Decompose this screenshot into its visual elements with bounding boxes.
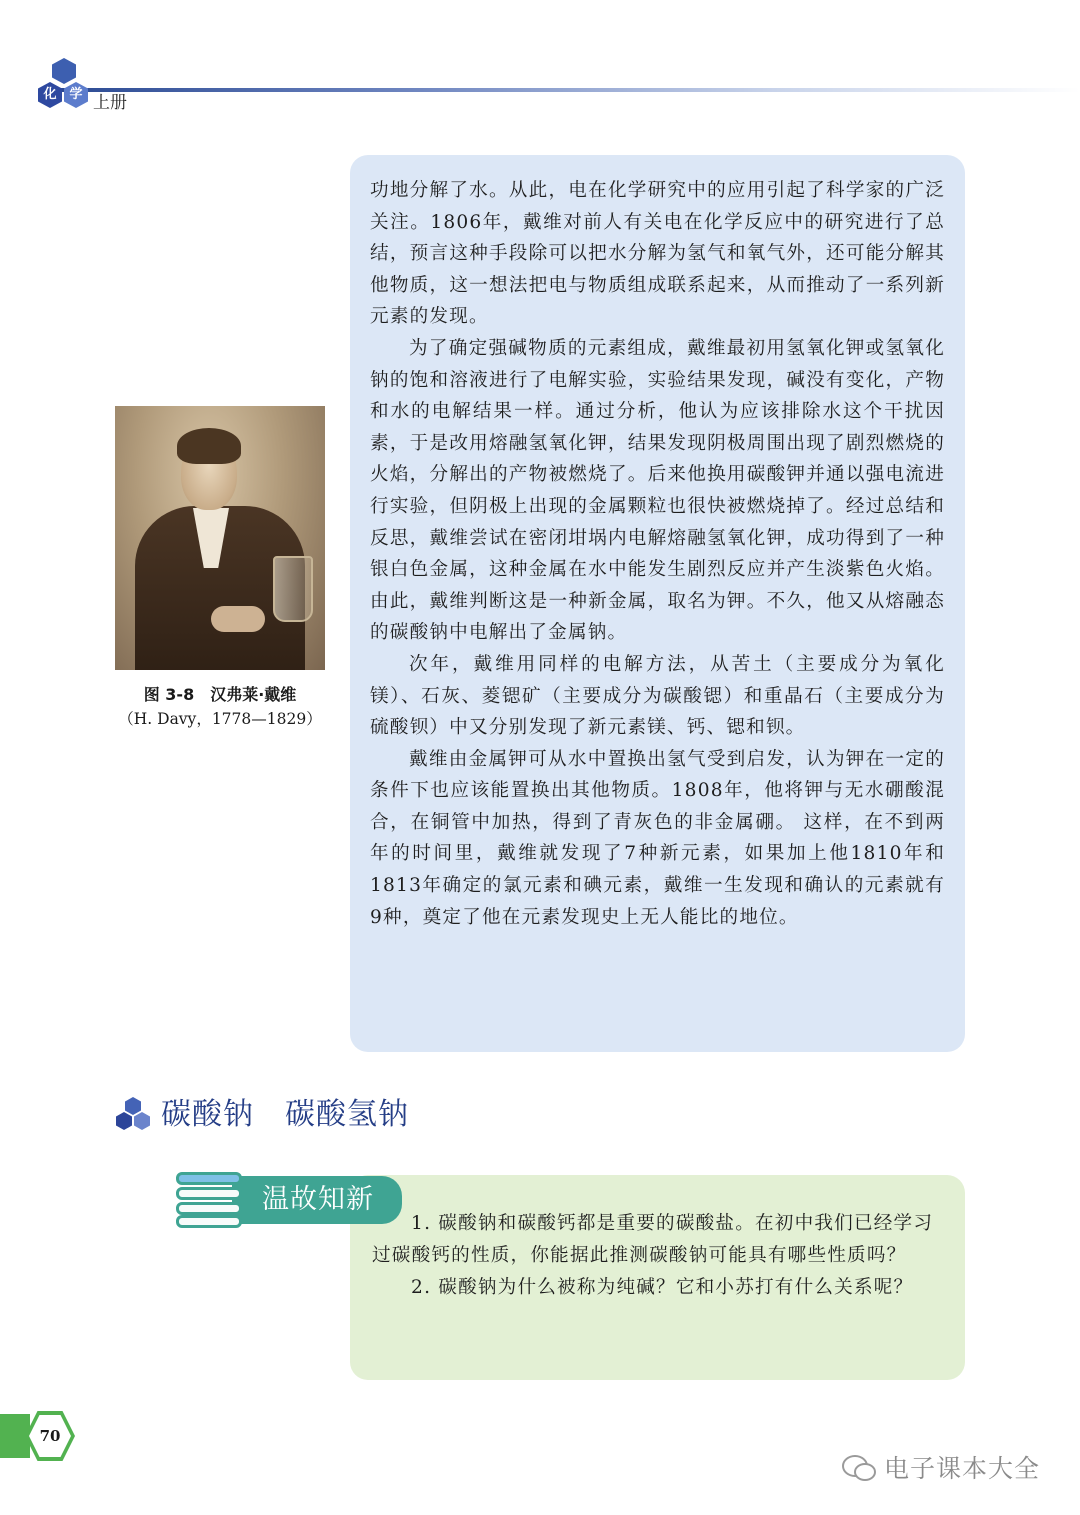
reading-paragraph: 次年，戴维用同样的电解方法，从苦土（主要成分为氧化镁）、石灰、菱锶矿（主要成分为碳酸锶）和重晶石（主要成分为硫酸钡）中又分别发现了新元素镁、钙、锶和钡。 xyxy=(370,653,945,739)
section-title: 碳酸钠 碳酸氢钠 xyxy=(161,1097,409,1132)
page-header xyxy=(0,52,1080,122)
figure-caption xyxy=(115,683,325,731)
review-tab xyxy=(172,1170,404,1230)
review-tab-label: 温故知新 xyxy=(262,1184,374,1215)
subject-char-2: 学 xyxy=(69,87,83,102)
reading-paragraph: 为了确定强碱物质的元素组成，戴维最初用氢氧化钾或氢氧化钠的饱和溶液进行了电解实验，实验结果发现，碱没有变化，产物和水的电解结果一样。通过分析，他认为应该排除水这个干扰因素，于是改用熔融氢氧化钾，结果发现阴极周围出现了剧烈燃烧的火焰，分解出的产物被燃烧了。后来他换用碳酸钾并通以强电流进行实验，但阴极上出现的金属颗粒也很快被燃烧掉了。经过总结和反思，戴维尝试在密闭坩埚内电解熔融氢氧化钾，成功得到了一种银白色金属，这种金属在水中能发生剧烈反应并产生淡紫色火焰。由此，戴维判断这是一种新金属，取名为钾。不久，他又从熔融态的碳酸钠中电解出了金属钠。 xyxy=(370,337,945,644)
davy-portrait xyxy=(115,406,325,670)
books-stack-icon xyxy=(172,1170,244,1230)
review-question: 1. 碳酸钠和碳酸钙都是重要的碳酸盐。在初中我们已经学习过碳酸钙的性质，你能据此推测碳酸钠可能具有哪些性质吗？ xyxy=(372,1213,934,1266)
hexagon-cluster-icon xyxy=(125,1097,141,1115)
subject-char-1: 化 xyxy=(43,87,57,102)
watermark-text: 电子课本大全 xyxy=(884,1454,1041,1483)
reading-paragraph: 功地分解了水。从此，电在化学研究中的应用引起了科学家的广泛关注。1806年，戴维对前人有关电在化学反应中的研究进行了总结，预言这种手段除可以把水分解为氢气和氧气外，还可能分解其他物质，这一想法把电与物质组成联系起来，从而推动了一系列新元素的发现。 xyxy=(370,180,945,328)
review-question: 2. 碳酸钠为什么被称为纯碱？它和小苏打有什么关系呢？ xyxy=(411,1277,914,1298)
watermark xyxy=(842,1447,1040,1487)
portrait-glass xyxy=(273,556,313,622)
review-panel xyxy=(350,1175,965,1380)
portrait-hair xyxy=(177,428,241,464)
hexagon-cluster-icon xyxy=(116,1112,132,1130)
header-rule xyxy=(60,88,1080,92)
book-volume: 上册 xyxy=(93,93,127,113)
page-number: 70 xyxy=(39,1427,61,1445)
hexagon-cluster-icon xyxy=(134,1112,150,1130)
wechat-icon xyxy=(842,1453,876,1481)
reading-panel xyxy=(350,155,965,1052)
reading-paragraph: 戴维由金属钾可从水中置换出氢气受到启发，认为钾在一定的条件下也应该能置换出其他物质。1808年，他将钾与无水硼酸混合，在铜管中加热，得到了青灰色的非金属硼。 这样，在不到两年的时间里，戴维就发现了7种新元素，如果加上他1810年和1813年确定的氯元素和碘元素，戴维一生发现和确认的元素就有9种，奠定了他在元素发现史上无人能比的地位。 xyxy=(370,748,945,928)
figure-caption-title: 图 3-8 汉弗莱·戴维 xyxy=(143,685,297,704)
figure-caption-dates: （H. Davy，1778—1829） xyxy=(118,710,322,728)
hexagon-logo-icon xyxy=(52,58,76,84)
portrait-hand xyxy=(211,606,265,632)
